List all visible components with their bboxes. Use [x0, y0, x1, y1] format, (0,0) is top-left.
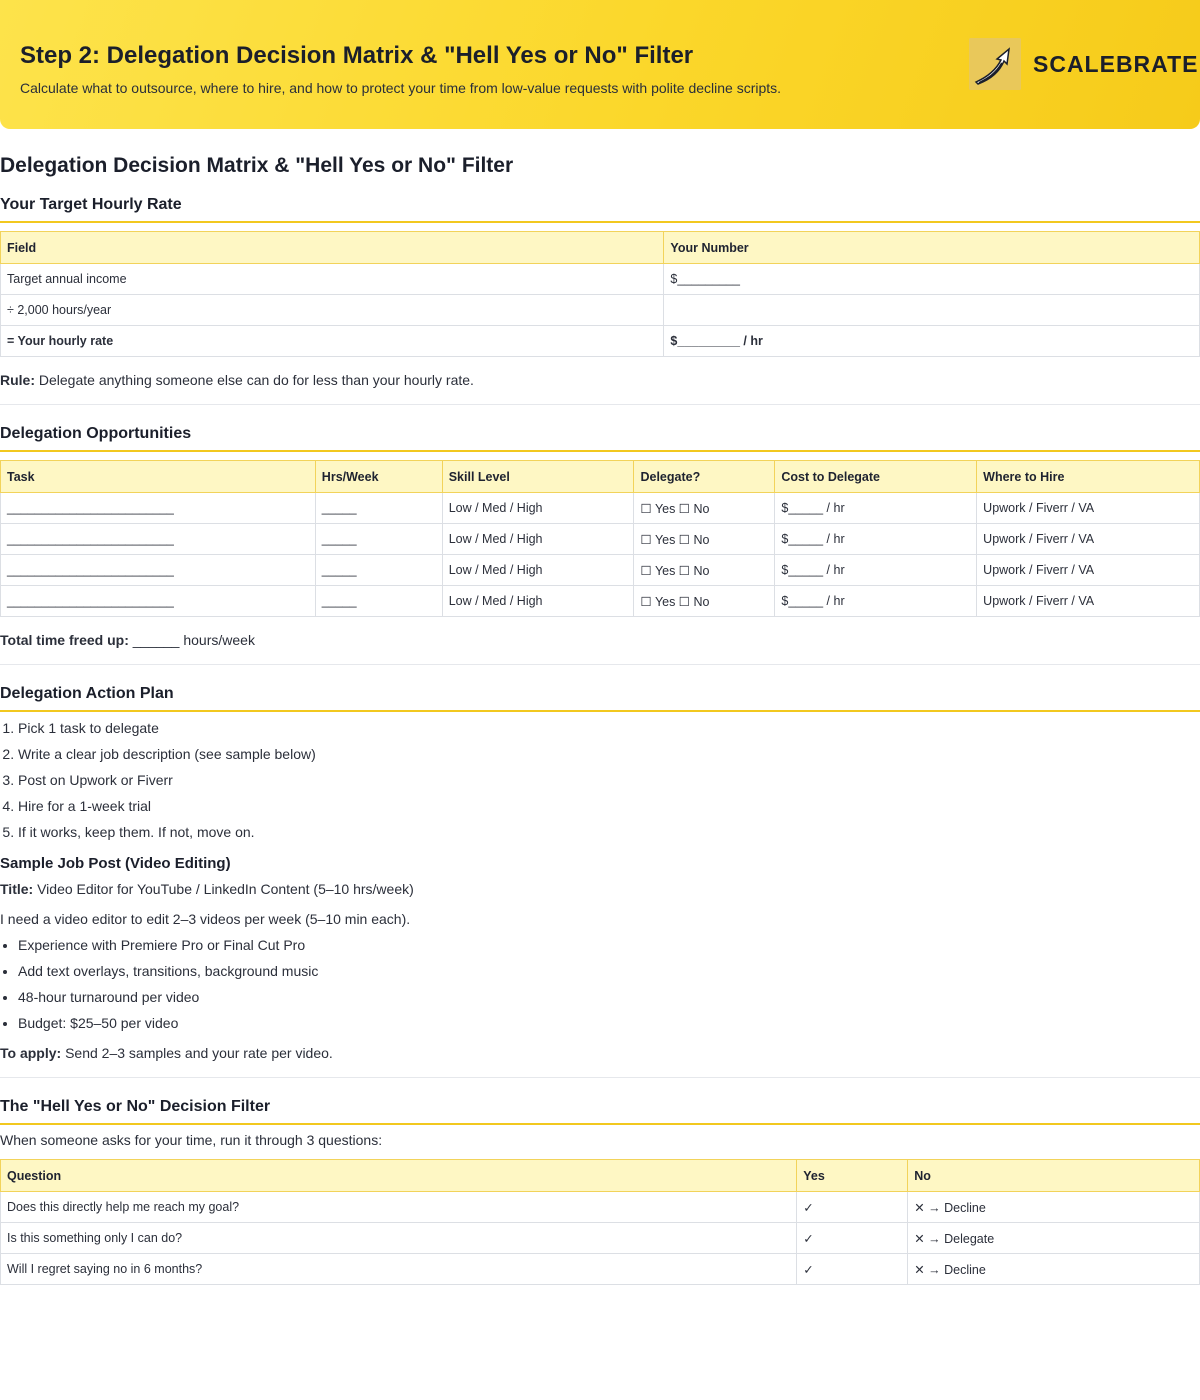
table-cell: Is this something only I can do?	[1, 1223, 797, 1254]
banner-title: Step 2: Delegation Decision Matrix & "Hell Yes or No" Filter	[20, 42, 694, 69]
table-row	[1, 326, 1200, 357]
column-header: Where to Hire	[977, 461, 1200, 493]
check-cell: ✓	[797, 1192, 908, 1223]
filter-table	[0, 1159, 1200, 1285]
table-row	[1, 295, 1200, 326]
main-content	[0, 129, 1200, 1285]
column-header: Question	[1, 1160, 797, 1192]
table-cell: $_________	[664, 264, 1200, 295]
table-header-row	[1, 232, 1200, 264]
action-steps-list	[0, 718, 1200, 848]
column-header: Cost to Delegate	[775, 461, 977, 493]
opportunities-table	[0, 460, 1200, 617]
table-cell: Upwork / Fiverr / VA	[977, 586, 1200, 617]
table-row	[1, 493, 1200, 524]
table-cell: Upwork / Fiverr / VA	[977, 524, 1200, 555]
table-row	[1, 1223, 1200, 1254]
job-title-text: Video Editor for YouTube / LinkedIn Content (5–10 hrs/week)	[33, 881, 414, 897]
table-row	[1, 586, 1200, 617]
table-row	[1, 524, 1200, 555]
table-row	[1, 264, 1200, 295]
column-header: Hrs/Week	[315, 461, 442, 493]
total-time-note	[0, 632, 1200, 648]
table-cell: ☐ Yes ☐ No	[634, 555, 775, 586]
total-text: ______ hours/week	[128, 632, 255, 648]
check-cell: ✓	[797, 1223, 908, 1254]
list-item: 4. Hire for a 1-week trial	[18, 796, 1200, 822]
apply-label: To apply:	[0, 1045, 62, 1061]
list-item: • 48-hour turnaround per video	[18, 987, 1200, 1013]
hourly-rate-table	[0, 231, 1200, 357]
table-row	[1, 1192, 1200, 1223]
table-cell: ________________________	[1, 524, 316, 555]
table-cell: _____	[315, 555, 442, 586]
table-cell: Upwork / Fiverr / VA	[977, 493, 1200, 524]
column-header: Field	[1, 232, 664, 264]
table-cell: $_____ / hr	[775, 524, 977, 555]
column-header: Delegate?	[634, 461, 775, 493]
table-cell: ________________________	[1, 555, 316, 586]
rule-text: Delegate anything someone else can do for less than your hourly rate.	[35, 372, 474, 388]
table-row	[1, 1254, 1200, 1285]
total-label: Total time freed up:	[0, 632, 129, 648]
table-cell: Low / Med / High	[442, 524, 634, 555]
table-header-row	[1, 1160, 1200, 1192]
table-cell: Low / Med / High	[442, 555, 634, 586]
job-title-line	[0, 881, 1200, 897]
column-header: Task	[1, 461, 316, 493]
table-cell: $_____ / hr	[775, 555, 977, 586]
table-header-row	[1, 461, 1200, 493]
list-item: • Budget: $25–50 per video	[18, 1013, 1200, 1039]
list-item: 1. Pick 1 task to delegate	[18, 718, 1200, 744]
list-item: 3. Post on Upwork or Fiverr	[18, 770, 1200, 796]
table-cell: _____	[315, 493, 442, 524]
table-cell: ✕ → Decline	[908, 1192, 1200, 1223]
list-item: • Add text overlays, transitions, background music	[18, 961, 1200, 987]
table-cell: $_____ / hr	[775, 493, 977, 524]
table-cell: Does this directly help me reach my goal?	[1, 1192, 797, 1223]
filter-heading: The "Hell Yes or No" Decision Filter	[0, 1098, 1200, 1125]
table-cell: Low / Med / High	[442, 586, 634, 617]
list-item: • Experience with Premiere Pro or Final Cut Pro	[18, 935, 1200, 961]
header-banner	[0, 0, 1200, 129]
table-cell: $_____ / hr	[775, 586, 977, 617]
banner-subtitle: Calculate what to outsource, where to hire, and how to protect your time from low-value requests with polite decline scripts.	[20, 80, 782, 96]
column-header: No	[908, 1160, 1200, 1192]
table-cell: = Your hourly rate	[1, 326, 664, 357]
table-cell: ✕ → Decline	[908, 1254, 1200, 1285]
job-intro: I need a video editor to edit 2–3 videos per week (5–10 min each).	[0, 911, 411, 927]
table-cell: Low / Med / High	[442, 493, 634, 524]
rule-note	[0, 372, 1200, 388]
action-plan-heading: Delegation Action Plan	[0, 685, 1200, 712]
table-cell: Will I regret saying no in 6 months?	[1, 1254, 797, 1285]
column-header: Yes	[797, 1160, 908, 1192]
check-cell: ✓	[797, 1254, 908, 1285]
table-cell: ÷ 2,000 hours/year	[1, 295, 664, 326]
apply-line	[0, 1045, 1200, 1061]
table-cell: _____	[315, 586, 442, 617]
divider	[0, 404, 1200, 405]
table-cell: ☐ Yes ☐ No	[634, 524, 775, 555]
table-cell: ________________________	[1, 586, 316, 617]
rule-label: Rule:	[0, 372, 35, 388]
page-title: Delegation Decision Matrix & "Hell Yes or No" Filter	[0, 154, 514, 177]
table-cell: _____	[315, 524, 442, 555]
column-header: Skill Level	[442, 461, 634, 493]
table-row	[1, 555, 1200, 586]
divider	[0, 664, 1200, 665]
column-header: Your Number	[664, 232, 1200, 264]
table-cell: ✕ → Delegate	[908, 1223, 1200, 1254]
table-cell: Target annual income	[1, 264, 664, 295]
list-item: 2. Write a clear job description (see sample below)	[18, 744, 1200, 770]
table-cell: $_________ / hr	[664, 326, 1200, 357]
job-requirements-list	[0, 935, 1200, 1039]
hourly-rate-heading: Your Target Hourly Rate	[0, 196, 1200, 223]
job-title-label: Title:	[0, 881, 34, 897]
table-cell: ________________________	[1, 493, 316, 524]
list-item: 5. If it works, keep them. If not, move on.	[18, 822, 1200, 848]
filter-intro: When someone asks for your time, run it through 3 questions:	[0, 1132, 383, 1148]
opportunities-heading: Delegation Opportunities	[0, 425, 1200, 452]
brand-name: SCALEBRATE	[1033, 50, 1199, 77]
rocket-arrow-icon	[969, 38, 1021, 90]
apply-text: Send 2–3 samples and your rate per video.	[61, 1045, 333, 1061]
table-cell: Upwork / Fiverr / VA	[977, 555, 1200, 586]
brand	[969, 38, 1198, 90]
divider	[0, 1077, 1200, 1078]
table-cell: ☐ Yes ☐ No	[634, 586, 775, 617]
table-cell	[664, 295, 1200, 326]
table-cell: ☐ Yes ☐ No	[634, 493, 775, 524]
sample-job-heading: Sample Job Post (Video Editing)	[0, 855, 231, 872]
